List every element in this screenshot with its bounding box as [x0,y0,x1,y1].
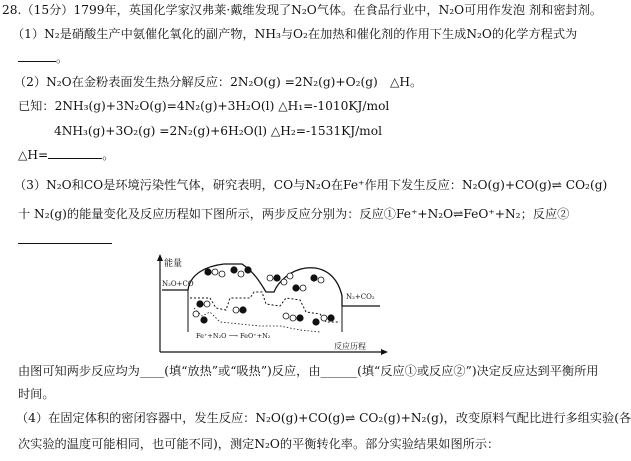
atom-light-icon [290,315,296,321]
part4-text1: （4）在固定体积的密闭容器中，发生反应：N₂O(g)+CO(g)⇌ CO₂(g)+N₂(g)，改变原料气配比进行多组实验(各 [16,411,631,425]
atom-light-icon [300,285,306,291]
atom-light-icon [233,307,239,313]
part3-text1: （3）N₂O和CO是环境污染性气体，研究表明，CO与N₂O在Fe⁺作用下发生反应：N₂O(g)+CO(g)⇌ CO₂(g) [14,178,608,192]
atom-light-icon [318,277,324,283]
atom-dark-icon [230,266,237,273]
inner-reaction-label: Fe⁺+N₂O ⟶ FeO⁺+N₂ [196,332,271,340]
atom-light-icon [267,275,273,281]
part1-answer-line [18,50,68,66]
part1-answer-blank[interactable] [18,50,56,62]
part3-question-cont [18,386,55,402]
atom-dark-icon [204,268,211,275]
intermediate-path [190,292,340,322]
part2-end: 。 [102,148,115,162]
atom-dark-icon [296,314,303,321]
part1-question: （1）N₂是硝酸生产中氨催化氧化的副产物，NH₃与O₂在加热和催化剂的作用下生成N₂O的化学方程式为 [12,27,578,41]
part3-question-line [18,363,598,379]
part2-answer-blank[interactable] [48,147,102,159]
part2-text [14,74,422,90]
right-level-label: N₂+CO₂ [346,293,375,301]
part4-text2: 次实验的温度可能相同，也可能不同)，测定N₂O的平衡转化率。部分实验结果如图所示： [18,437,500,451]
atom-dark-icon [239,306,246,313]
x-axis-label: 反应历程 [334,342,366,351]
question-number: 28. [2,3,22,17]
part4-line2 [18,436,499,452]
part3-line2 [18,206,569,222]
atom-light-icon [283,313,289,319]
atom-dark-icon [244,266,251,273]
atom-light-icon [238,271,244,277]
left-level-label: N₂O+CO [162,280,194,288]
atom-light-icon [204,301,210,307]
atom-dark-icon [200,316,207,323]
atom-dark-icon [327,314,334,321]
atom-light-icon [287,273,293,279]
question-header [2,2,602,18]
part4-line1 [16,410,631,426]
atom-dark-icon [196,300,203,307]
atom-dark-icon [310,274,317,281]
question-intro: 1799年，英国化学家汉弗莱·戴维发现了N₂O气体。在食品行业中，N₂O可用作发泡 剂和密封剂。 [73,3,603,17]
y-axis-label: 能量 [164,259,183,269]
atom-light-icon [212,269,218,275]
atom-dark-icon [292,284,299,291]
equation-2: 4NH₃(g)+3O₂(g) =2N₂(g)+6H₂O(l) △H₂=-1531KJ/mol [54,124,382,138]
atom-dark-icon [312,318,319,325]
x-axis-arrow-icon [381,349,388,355]
delta-h-label: △H= [18,148,49,162]
y-axis-arrow-icon [157,254,163,261]
part1-end: 。 [56,51,69,65]
atom-light-icon [281,279,287,285]
atom-dark-icon [273,274,280,281]
energy-profile-figure [150,252,390,358]
atom-light-icon [193,311,199,317]
molecule-clusters [193,266,335,325]
part3-blank-line [18,232,112,248]
known-label: 已知： [18,99,55,113]
atom-light-icon [219,271,225,277]
part3-question-continuation: 时间。 [18,387,55,401]
part2-known-eq2 [54,123,382,139]
equation-1: 2NH₃(g)+3N₂O(g)=4N₂(g)+3H₂O(l) △H₁=-1010KJ/mol [54,99,390,113]
part1-text [12,26,577,42]
atom-light-icon [321,315,327,321]
part2-known-eq1 [18,98,389,114]
part2-answer-line [18,147,114,163]
question-points: （15分） [21,3,74,17]
energy-diagram-svg [150,252,390,358]
part3-text2: 十 N₂(g)的能量变化及反应历程如下图所示，两步反应分别为：反应①Fe⁺+N₂O⇌FeO⁺+N₂；反应② [18,207,570,221]
reaction2-answer-blank[interactable] [18,232,112,244]
part2-question: （2）N₂O在金粉表面发生热分解反应：2N₂O(g) =2N₂(g)+O₂(g) △H。 [14,75,423,89]
part3-line1 [14,177,607,193]
part3-question: 由图可知两步反应均为____(填“放热”或“吸热”)反应，由______(填“反应①或反应②”)决定反应达到平衡所用 [18,364,599,378]
